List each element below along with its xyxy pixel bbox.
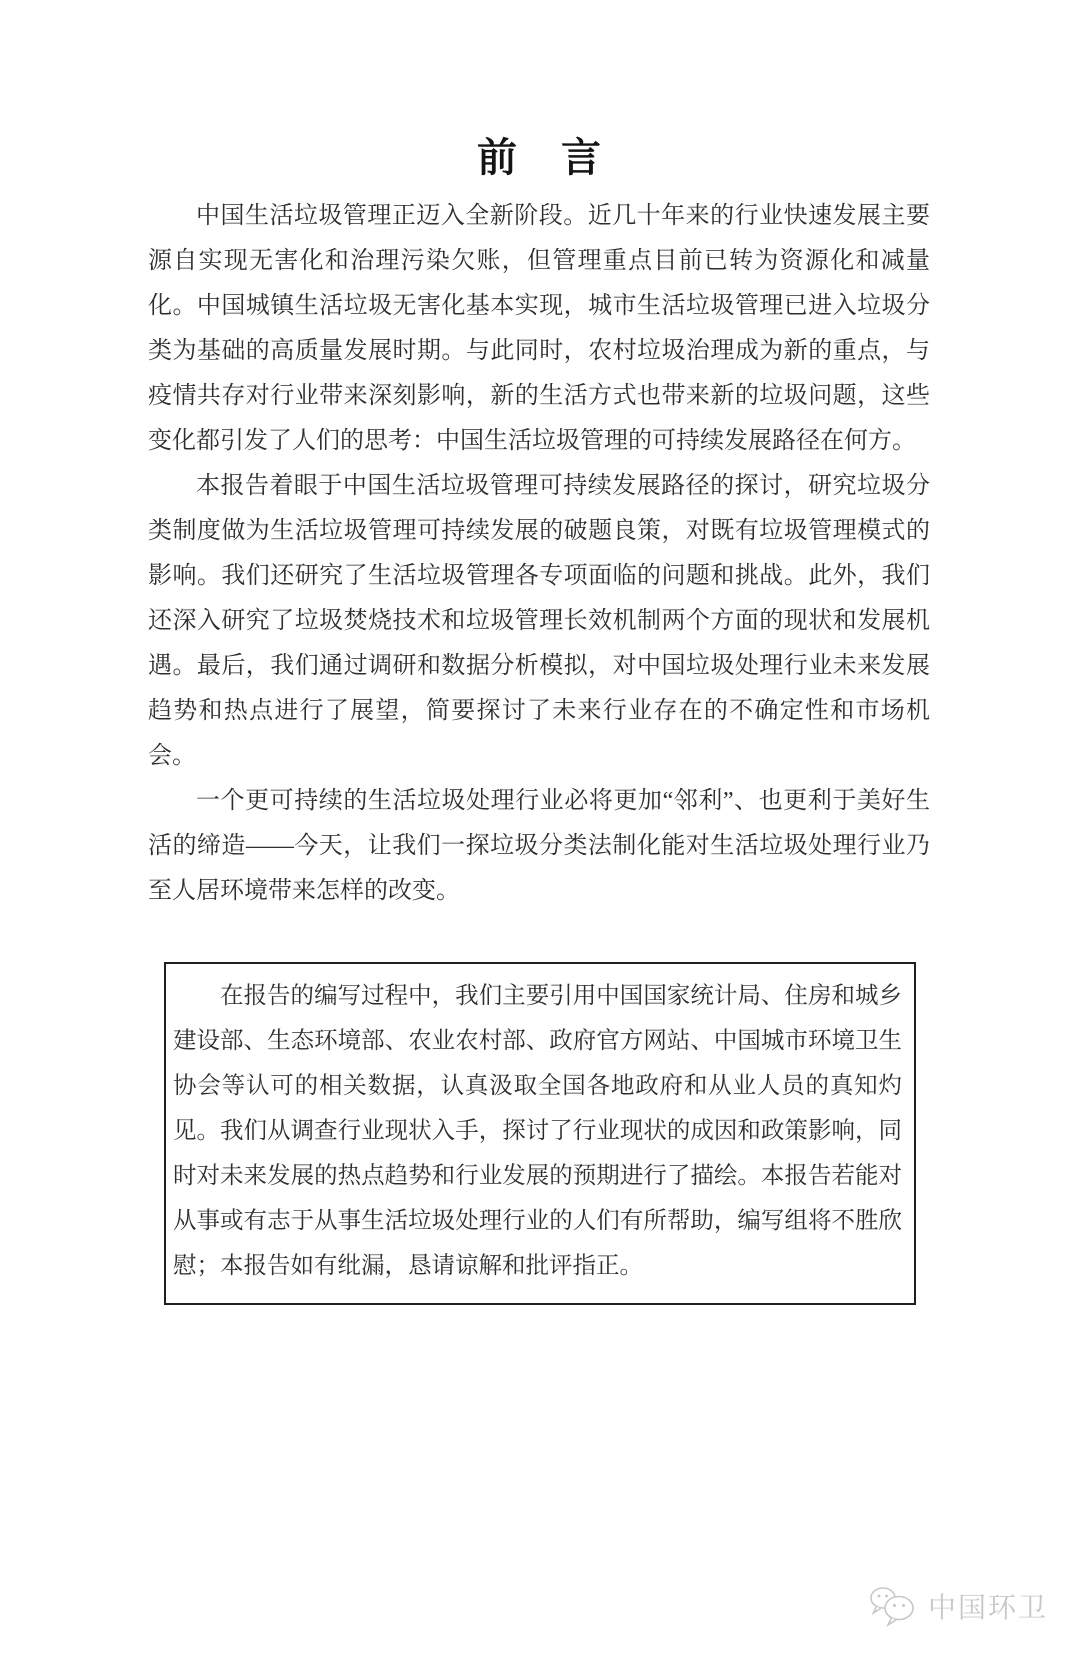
paragraph-1: 中国生活垃圾管理正迈入全新阶段。近几十年来的行业快速发展主要源自实现无害化和治理污染欠账，但管理重点目前已转为资源化和减量化。中国城镇生活垃圾无害化基本实现，城市生活垃圾管理已进入垃圾分类为基础的高质量发展时期。与此同时，农村垃圾治理成为新的重点，与疫情共存对行业带来深刻影响，新的生活方式也带来新的垃圾问题，这些变化都引发了人们的思考：中国生活垃圾管理的可持续发展路径在何方。 (148, 203, 930, 454)
note-box-text: 在报告的编写过程中，我们主要引用中国国家统计局、住房和城乡建设部、生态环境部、农业农村部、政府官方网站、中国城市环境卫生协会等认可的相关数据，认真汲取全国各地政府和从业人员的真知灼见。我们从调查行业现状入手，探讨了行业现状的成因和政策影响，同时对未来发展的热点趋势和行业发展的预期进行了描绘。本报告若能对从事或有志于从事生活垃圾处理行业的人们有所帮助，编写组将不胜欣慰；本报告如有纰漏，恳请谅解和批评指正。 (173, 983, 902, 1279)
wechat-icon (868, 1584, 920, 1628)
page-title: 前 言 (477, 135, 603, 180)
paragraph-2: 本报告着眼于中国生活垃圾管理可持续发展路径的探讨，研究垃圾分类制度做为生活垃圾管理可持续发展的破题良策，对既有垃圾管理模式的影响。我们还研究了生活垃圾管理各专项面临的问题和挑战。此外，我们还深入研究了垃圾焚烧技术和垃圾管理长效机制两个方面的现状和发展机遇。最后，我们通过调研和数据分析模拟，对中国垃圾处理行业未来发展趋势和热点进行了展望，简要探讨了未来行业存在的不确定性和市场机会。 (148, 473, 930, 769)
page-body (148, 194, 930, 1305)
document-page (0, 136, 1080, 1663)
watermark (868, 1584, 1048, 1628)
paragraph-3: 一个更可持续的生活垃圾处理行业必将更加“邻利”、也更利于美好生活的缔造——今天，让我们一探垃圾分类法制化能对生活垃圾处理行业乃至人居环境带来怎样的改变。 (148, 788, 930, 904)
watermark-label: 中国环卫 (927, 1592, 1048, 1623)
note-box (164, 962, 916, 1305)
